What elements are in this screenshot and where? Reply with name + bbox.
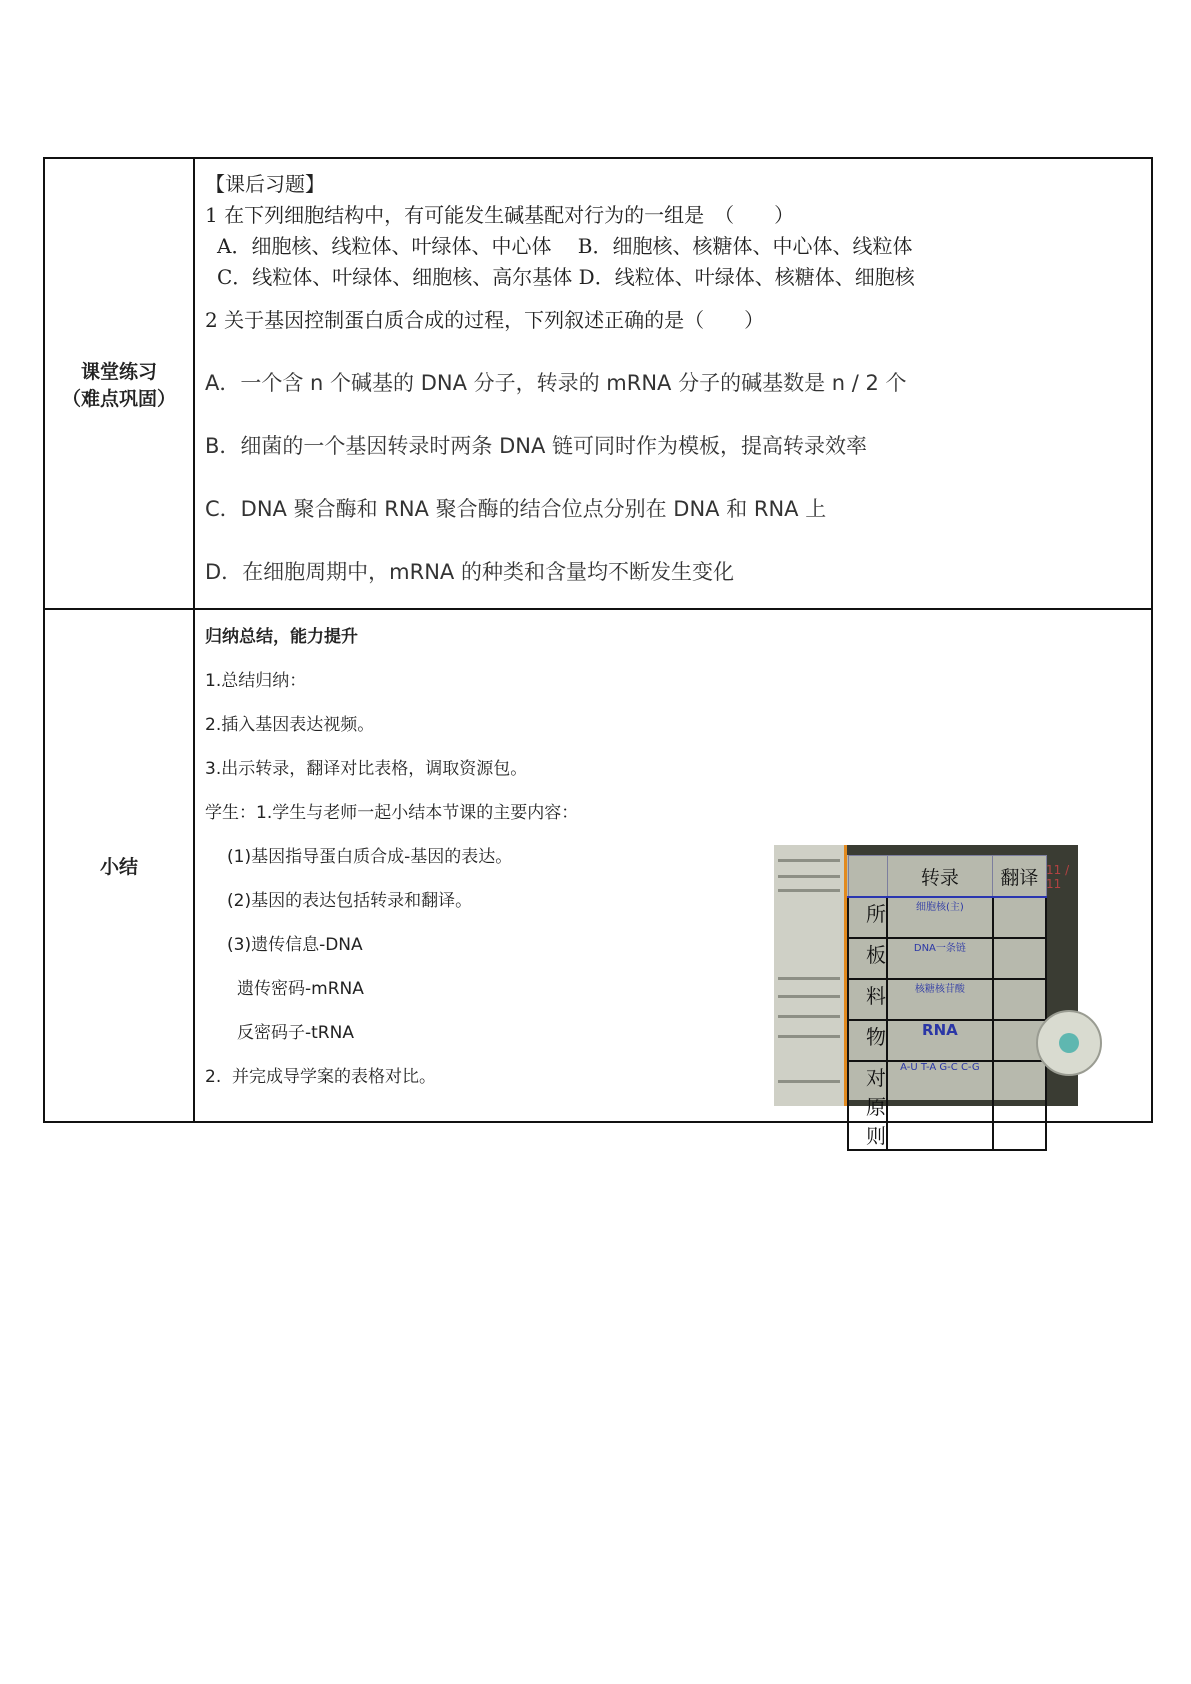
question-2-option-c: C．DNA 聚合酶和 RNA 聚合酶的结合位点分别在 DNA 和 RNA 上 bbox=[205, 497, 827, 521]
exercise-row bbox=[44, 158, 1152, 609]
summary-item: 2. 并完成导学案的表格对比。 bbox=[205, 1067, 437, 1087]
exercise-label: 课堂练习 bbox=[80, 360, 157, 383]
summary-item: 遗传密码-mRNA bbox=[237, 979, 364, 999]
summary-item: (3)遗传信息-DNA bbox=[227, 935, 363, 955]
slide-col-header: 翻译 bbox=[993, 856, 1046, 898]
summary-item: 3.出示转录，翻译对比表格，调取资源包。 bbox=[205, 759, 528, 779]
question-2-stem: 2 关于基因控制蛋白质合成的过程，下列叙述正确的是（ ） bbox=[205, 308, 765, 332]
summary-item: 1.总结归纳： bbox=[205, 671, 307, 691]
summary-heading: 归纳总结，能力提升 bbox=[205, 627, 358, 647]
slide-cell: A-U T-A G-C C-G bbox=[887, 1061, 993, 1150]
slide-sidepanel bbox=[774, 845, 847, 1106]
summary-content-cell bbox=[194, 609, 1152, 1148]
question-2-option-d: D．在细胞周期中，mRNA 的种类和含量均不断发生变化 bbox=[205, 560, 734, 584]
slide-cell: RNA bbox=[887, 1020, 993, 1061]
question-1-options-ab: A．细胞核、线粒体、叶绿体、中心体 B．细胞核、核糖体、中心体、线粒体 bbox=[217, 234, 913, 258]
question-1-options-cd: C．线粒体、叶绿体、细胞核、高尔基体 D．线粒体、叶绿体、核糖体、细胞核 bbox=[217, 265, 915, 289]
slide-cell: DNA一条链 bbox=[887, 938, 993, 979]
summary-row bbox=[44, 609, 1152, 1122]
slide-page-indicator: 11 / 11 bbox=[1046, 863, 1070, 891]
question-1-stem: 1 在下列细胞结构中，有可能发生碱基配对行为的一组是 （ ） bbox=[205, 203, 795, 227]
exercise-heading: 【课后习题】 bbox=[205, 172, 325, 196]
slide-row-label: 所 bbox=[848, 897, 887, 938]
lesson-table bbox=[43, 157, 1153, 1148]
slide-photo bbox=[774, 845, 1078, 1148]
summary-item: (2)基因的表达包括转录和翻译。 bbox=[227, 891, 473, 911]
exercise-sublabel: （难点巩固） bbox=[61, 387, 176, 410]
slide-row-label: 对原则 bbox=[848, 1061, 887, 1150]
pen-tool-wheel-icon bbox=[1036, 1010, 1102, 1076]
summary-item: 反密码子-tRNA bbox=[237, 1023, 354, 1043]
slide-cell: 细胞核(主) bbox=[887, 897, 993, 938]
slide-col-header: 转录 bbox=[887, 856, 993, 898]
slide-row-label: 料 bbox=[848, 979, 887, 1020]
slide-row-label: 板 bbox=[848, 938, 887, 979]
question-2-option-a: A．一个含 n 个碱基的 DNA 分子，转录的 mRNA 分子的碱基数是 n / 2 个 bbox=[205, 371, 907, 395]
slide-cell: 核糖核苷酸 bbox=[887, 979, 993, 1020]
exercise-content-cell bbox=[194, 158, 1152, 609]
summary-item: 2.插入基因表达视频。 bbox=[205, 715, 375, 735]
summary-item: 学生：1.学生与老师一起小结本节课的主要内容： bbox=[205, 803, 579, 823]
exercise-label-cell bbox=[44, 158, 194, 609]
slide-table-area bbox=[847, 855, 1047, 1148]
question-2-option-b: B．细菌的一个基因转录时两条 DNA 链可同时作为模板，提高转录效率 bbox=[205, 434, 867, 458]
summary-item: (1)基因指导蛋白质合成-基因的表达。 bbox=[227, 847, 513, 867]
summary-label: 小结 bbox=[99, 856, 138, 878]
slide-row-label: 物 bbox=[848, 1020, 887, 1061]
summary-label-cell bbox=[44, 609, 194, 1122]
slide-table bbox=[847, 855, 1047, 1151]
